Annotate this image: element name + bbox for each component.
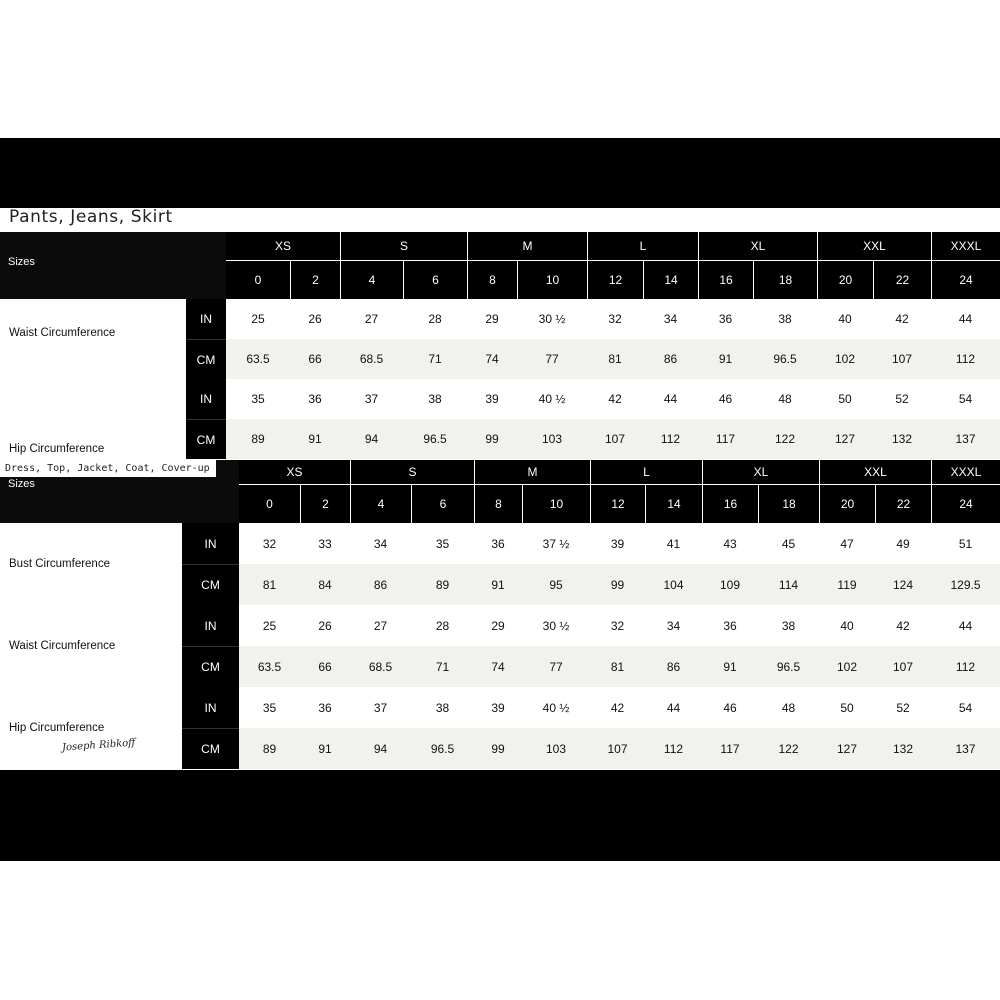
size-value-cell: 86 <box>666 659 681 674</box>
size-value-cell: 63.5 <box>246 352 270 366</box>
size-value-cell: 84 <box>318 577 332 592</box>
size-value-cell: 89 <box>435 577 450 592</box>
size-value-cell: 124 <box>892 577 914 592</box>
size-value-cell: 54 <box>958 700 973 715</box>
size-value-cell: 35 <box>435 536 450 551</box>
size-value-cell: 25 <box>251 312 265 326</box>
size-value-cell: 117 <box>720 741 740 756</box>
size-value-cell: 112 <box>955 352 976 366</box>
size-number-header: 10 <box>522 485 590 523</box>
size-value-cell: 71 <box>428 352 442 366</box>
size-value-cell: 94 <box>373 741 388 756</box>
size-number-header: 8 <box>467 261 517 299</box>
size-value-cell: 44 <box>958 312 973 326</box>
size-value-cell: 112 <box>955 659 976 674</box>
size-value-cell: 38 <box>778 312 792 326</box>
bottom-black-band <box>0 770 1000 861</box>
unit-label: IN <box>186 299 226 339</box>
size-value-cell: 26 <box>308 312 322 326</box>
size-value-cell: 48 <box>778 392 792 406</box>
size-value-cell: 42 <box>610 700 625 715</box>
size-number-header: 18 <box>753 261 817 299</box>
size-value-cell: 35 <box>251 392 265 406</box>
size-value-cell: 27 <box>364 312 379 326</box>
size-value-cell: 77 <box>545 352 559 366</box>
size-value-cell: 81 <box>610 659 625 674</box>
measure-label: Waist Circumference <box>9 640 116 652</box>
size-group-header: M <box>467 232 587 261</box>
size-group-header: S <box>350 460 474 485</box>
size-value-cell: 107 <box>892 659 914 674</box>
size-value-cell: 33 <box>318 536 332 551</box>
size-value-cell: 103 <box>545 741 567 756</box>
size-value-cell: 109 <box>719 577 741 592</box>
size-value-cell: 42 <box>895 312 909 326</box>
size-value-cell: 47 <box>840 536 854 551</box>
size-value-cell: 36 <box>308 392 322 406</box>
size-value-cell: 26 <box>318 618 332 633</box>
top-black-band <box>0 138 1000 208</box>
size-value-cell: 102 <box>836 659 858 674</box>
size-group-header: L <box>590 460 702 485</box>
size-value-cell: 40 ½ <box>542 700 570 715</box>
size-number-header: 14 <box>643 261 698 299</box>
size-value-cell: 132 <box>892 741 914 756</box>
unit-label: IN <box>182 523 239 564</box>
size-value-cell: 49 <box>896 536 910 551</box>
size-value-cell: 39 <box>610 536 625 551</box>
size-value-cell: 40 <box>840 618 854 633</box>
size-value-cell: 36 <box>318 700 332 715</box>
size-value-cell: 107 <box>607 741 628 756</box>
size-group-header: XXXL <box>931 232 1000 261</box>
size-number-header: 20 <box>819 485 875 523</box>
size-value-cell: 104 <box>663 577 684 592</box>
size-number-header: 12 <box>587 261 643 299</box>
size-value-cell: 107 <box>604 432 626 446</box>
size-value-cell: 68.5 <box>359 352 384 366</box>
size-value-cell: 41 <box>666 536 681 551</box>
size-value-cell: 95 <box>549 577 563 592</box>
size-group-header: M <box>474 460 590 485</box>
size-value-cell: 30 ½ <box>542 618 570 633</box>
size-value-cell: 91 <box>491 577 505 592</box>
measure-label: Hip Circumference <box>9 722 105 734</box>
size-value-cell: 112 <box>660 432 681 446</box>
size-value-cell: 42 <box>608 392 622 406</box>
size-value-cell: 132 <box>891 432 913 446</box>
size-value-cell: 40 <box>838 312 852 326</box>
size-value-cell: 103 <box>541 432 563 446</box>
size-value-cell: 122 <box>774 432 796 446</box>
size-value-cell: 77 <box>549 659 563 674</box>
size-value-cell: 25 <box>262 618 277 633</box>
unit-label: IN <box>186 379 226 419</box>
size-value-cell: 94 <box>364 432 379 446</box>
size-number-header: 6 <box>403 261 467 299</box>
size-value-cell: 44 <box>958 618 973 633</box>
size-number-header: 6 <box>411 485 474 523</box>
size-value-cell: 114 <box>778 577 799 592</box>
size-value-cell: 96.5 <box>776 659 801 674</box>
size-value-cell: 46 <box>723 700 737 715</box>
size-number-header: 2 <box>290 261 340 299</box>
size-number-header: 22 <box>875 485 931 523</box>
size-value-cell: 44 <box>666 700 681 715</box>
size-number-header: 24 <box>931 261 1000 299</box>
size-number-header: 24 <box>931 485 1000 523</box>
size-value-cell: 34 <box>666 618 681 633</box>
measure-label: Waist Circumference <box>9 327 116 339</box>
size-value-cell: 66 <box>308 352 322 366</box>
size-value-cell: 32 <box>608 312 622 326</box>
size-value-cell: 29 <box>485 312 499 326</box>
size-group-header: XXXL <box>931 460 1000 485</box>
size-value-cell: 102 <box>834 352 856 366</box>
size-value-cell: 127 <box>834 432 856 446</box>
unit-label: IN <box>182 687 239 728</box>
measure-label: Bust Circumference <box>9 558 110 570</box>
size-number-header: 16 <box>702 485 758 523</box>
size-value-cell: 89 <box>251 432 265 446</box>
size-value-cell: 74 <box>485 352 499 366</box>
size-value-cell: 28 <box>428 312 442 326</box>
size-value-cell: 43 <box>723 536 737 551</box>
unit-label: CM <box>182 564 239 605</box>
size-number-header: 2 <box>300 485 350 523</box>
size-value-cell: 35 <box>262 700 277 715</box>
size-value-cell: 30 ½ <box>538 312 566 326</box>
size-value-cell: 99 <box>491 741 505 756</box>
size-value-cell: 96.5 <box>430 741 455 756</box>
size-value-cell: 86 <box>663 352 678 366</box>
size-value-cell: 91 <box>318 741 332 756</box>
brand-signature: Joseph Ribkoff <box>61 737 136 754</box>
size-number-header: 16 <box>698 261 753 299</box>
size-value-cell: 39 <box>491 700 505 715</box>
size-value-cell: 51 <box>958 536 973 551</box>
size-value-cell: 66 <box>318 659 332 674</box>
size-value-cell: 45 <box>781 536 796 551</box>
size-table-dress <box>0 460 1000 770</box>
size-value-cell: 36 <box>723 618 737 633</box>
size-value-cell: 91 <box>723 659 737 674</box>
size-value-cell: 38 <box>781 618 796 633</box>
size-value-cell: 117 <box>715 432 736 446</box>
size-value-cell: 91 <box>718 352 733 366</box>
size-value-cell: 86 <box>373 577 388 592</box>
size-value-cell: 44 <box>663 392 678 406</box>
size-value-cell: 99 <box>610 577 625 592</box>
size-value-cell: 52 <box>895 392 909 406</box>
size-value-cell: 39 <box>485 392 499 406</box>
size-value-cell: 107 <box>891 352 913 366</box>
size-value-cell: 27 <box>373 618 388 633</box>
size-value-cell: 46 <box>718 392 733 406</box>
size-value-cell: 54 <box>958 392 973 406</box>
size-number-header: 8 <box>474 485 522 523</box>
unit-label: CM <box>186 339 226 379</box>
size-value-cell: 50 <box>840 700 854 715</box>
size-value-cell: 127 <box>836 741 858 756</box>
size-value-cell: 32 <box>262 536 277 551</box>
size-value-cell: 96.5 <box>423 432 447 446</box>
size-number-header: 4 <box>340 261 403 299</box>
sizes-label: Sizes <box>8 256 35 268</box>
size-group-header: S <box>340 232 467 261</box>
size-value-cell: 52 <box>896 700 910 715</box>
size-number-header: 0 <box>226 261 290 299</box>
size-group-header: XXL <box>817 232 931 261</box>
size-value-cell: 37 <box>364 392 379 406</box>
size-value-cell: 37 ½ <box>542 536 570 551</box>
unit-label: CM <box>182 728 239 769</box>
size-group-header: L <box>587 232 698 261</box>
size-number-header: 18 <box>758 485 819 523</box>
size-value-cell: 42 <box>896 618 910 633</box>
size-group-header: XS <box>226 232 340 261</box>
size-value-cell: 37 <box>373 700 388 715</box>
unit-label: CM <box>182 646 239 687</box>
size-value-cell: 122 <box>778 741 799 756</box>
size-value-cell: 89 <box>262 741 277 756</box>
size-number-header: 4 <box>350 485 411 523</box>
size-value-cell: 28 <box>435 618 450 633</box>
size-value-cell: 29 <box>491 618 505 633</box>
size-value-cell: 36 <box>718 312 733 326</box>
size-value-cell: 68.5 <box>368 659 393 674</box>
size-number-header: 12 <box>590 485 645 523</box>
size-value-cell: 74 <box>491 659 505 674</box>
table-1-title: Pants, Jeans, Skirt <box>9 207 173 227</box>
unit-label: CM <box>186 419 226 459</box>
size-value-cell: 63.5 <box>257 659 282 674</box>
size-value-cell: 96.5 <box>773 352 797 366</box>
size-value-cell: 36 <box>491 536 505 551</box>
size-value-cell: 99 <box>485 432 499 446</box>
size-group-header: XL <box>698 232 817 261</box>
measure-label: Hip Circumference <box>9 443 105 455</box>
size-value-cell: 71 <box>435 659 450 674</box>
size-value-cell: 34 <box>373 536 388 551</box>
unit-label: IN <box>182 605 239 646</box>
size-value-cell: 50 <box>838 392 852 406</box>
size-value-cell: 119 <box>837 577 857 592</box>
table-2-title: Dress, Top, Jacket, Coat, Cover-up <box>0 460 216 477</box>
size-group-header: XL <box>702 460 819 485</box>
size-value-cell: 81 <box>608 352 622 366</box>
size-value-cell: 112 <box>663 741 684 756</box>
size-value-cell: 48 <box>781 700 796 715</box>
size-value-cell: 38 <box>428 392 442 406</box>
size-value-cell: 32 <box>610 618 625 633</box>
size-value-cell: 91 <box>308 432 322 446</box>
size-number-header: 20 <box>817 261 873 299</box>
size-value-cell: 137 <box>955 432 976 446</box>
size-number-header: 0 <box>239 485 300 523</box>
size-value-cell: 34 <box>663 312 678 326</box>
size-value-cell: 40 ½ <box>538 392 566 406</box>
size-group-header: XS <box>239 460 350 485</box>
size-value-cell: 129.5 <box>950 577 981 592</box>
sizes-label: Sizes <box>8 478 35 490</box>
size-number-header: 14 <box>645 485 702 523</box>
size-group-header: XXL <box>819 460 931 485</box>
size-table-pants <box>0 232 1000 459</box>
size-number-header: 22 <box>873 261 931 299</box>
size-value-cell: 38 <box>435 700 450 715</box>
size-value-cell: 137 <box>955 741 976 756</box>
size-value-cell: 81 <box>262 577 277 592</box>
size-number-header: 10 <box>517 261 587 299</box>
